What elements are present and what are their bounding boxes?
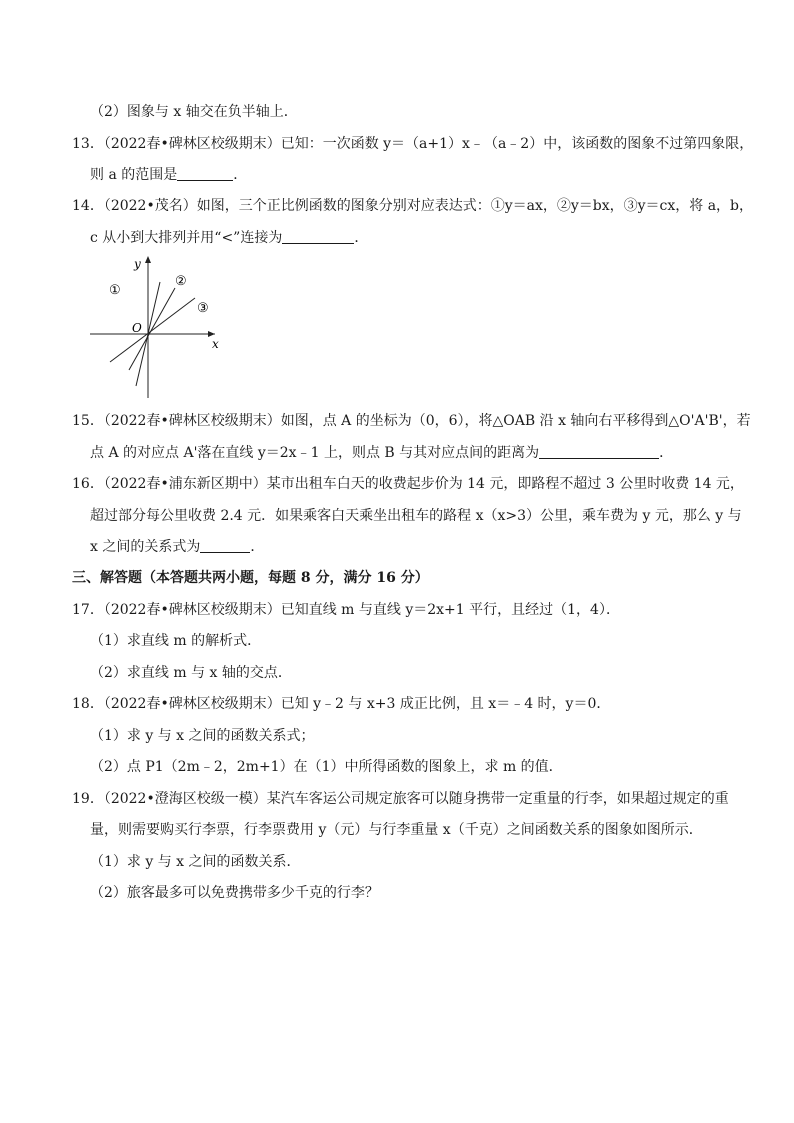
question-17-part1: （1）求直线 m 的解析式． <box>90 633 262 649</box>
question-18-part1: （1）求 y 与 x 之间的函数关系式； <box>90 728 315 744</box>
question-17-part2: （2）求直线 m 与 x 轴的交点． <box>90 665 292 681</box>
question-15-line1: 15．（2022春•碑林区校级期末）如图，点 A 的坐标为（0，6），将△OAB 沿 x 轴向右平移得到△O'A'B'，若 <box>72 413 751 429</box>
question-18-part2: （2）点 P1（2m﹣2，2m+1）在（1）中所得函数的图象上，求 m 的值． <box>90 759 563 775</box>
answer-blank <box>539 444 659 459</box>
question-16-line3 <box>90 537 264 557</box>
question-16-line1: 16．（2022春•浦东新区期中）某市出租车白天的收费起步价为 14 元，即路程不超过 3 公里时收费 14 元， <box>72 476 744 492</box>
label-circled-3: ③ <box>197 301 209 316</box>
period: ． <box>250 539 265 555</box>
question-19-line1: 19．（2022•澄海区校级一模）某汽车客运公司规定旅客可以随身携带一定重量的行李，如果超过规定的重 <box>72 791 729 807</box>
question-14-text: c 从小到大排列并用“<”连接为 <box>90 230 283 246</box>
question-14-line1: 14．（2022•茂名）如图，三个正比例函数的图象分别对应表达式：①y＝ax，②y＝bx，③y＝cx，将 a，b， <box>72 198 754 214</box>
question-18: 18．（2022春•碑林区校级期末）已知 y﹣2 与 x+3 成正比例，且 x＝﹣4 时，y＝0． <box>72 696 611 712</box>
question-17: 17．（2022春•碑林区校级期末）已知直线 m 与直线 y＝2x+1 平行，且经过（1，4）． <box>72 602 620 618</box>
question-19-part1: （1）求 y 与 x 之间的函数关系． <box>90 854 301 870</box>
label-circled-2: ② <box>175 274 187 289</box>
origin-label: O <box>132 321 142 335</box>
x-axis-label: x <box>212 337 219 351</box>
y-axis-label: y <box>134 257 141 271</box>
line-3 <box>110 298 195 362</box>
question-13-text: 则 a 的范围是 <box>90 167 178 183</box>
question-14-line2 <box>90 228 368 248</box>
answer-blank <box>177 166 233 181</box>
period: ． <box>659 445 674 461</box>
answer-blank <box>200 538 250 553</box>
answer-blank <box>282 229 354 244</box>
question-19-part2: （2）旅客最多可以免费携带多少千克的行李？ <box>90 885 379 901</box>
question-15-text: 点 A 的对应点 A'落在直线 y＝2x﹣1 上，则点 B 与其对应点间的距离为 <box>90 445 540 461</box>
proportional-functions-graph <box>85 250 225 400</box>
q12-part2: （2）图象与 x 轴交在负半轴上． <box>90 104 298 120</box>
question-19-line2: 量，则需要购买行李票，行李票费用 y（元）与行李重量 x（千克）之间函数关系的图象如图所示． <box>90 822 703 838</box>
label-circled-1: ① <box>109 283 121 298</box>
question-15-line2 <box>90 443 673 463</box>
question-13-line2 <box>90 165 247 185</box>
question-16-line2: 超过部分每公里收费 2.4 元．如果乘客白天乘坐出租车的路程 x（x>3）公里，乘车费为 y 元，那么 y 与 <box>90 508 742 524</box>
question-16-text: x 之间的关系式为 <box>90 539 201 555</box>
question-13-line1: 13．（2022春•碑林区校级期末）已知：一次函数 y＝（a+1）x﹣（a﹣2）中，该函数的图象不过第四象限， <box>72 136 754 152</box>
section-3-heading: 三、解答题（本答题共两小题，每题 8 分，满分 16 分） <box>72 570 429 586</box>
period: ． <box>233 167 248 183</box>
period: ． <box>354 230 369 246</box>
